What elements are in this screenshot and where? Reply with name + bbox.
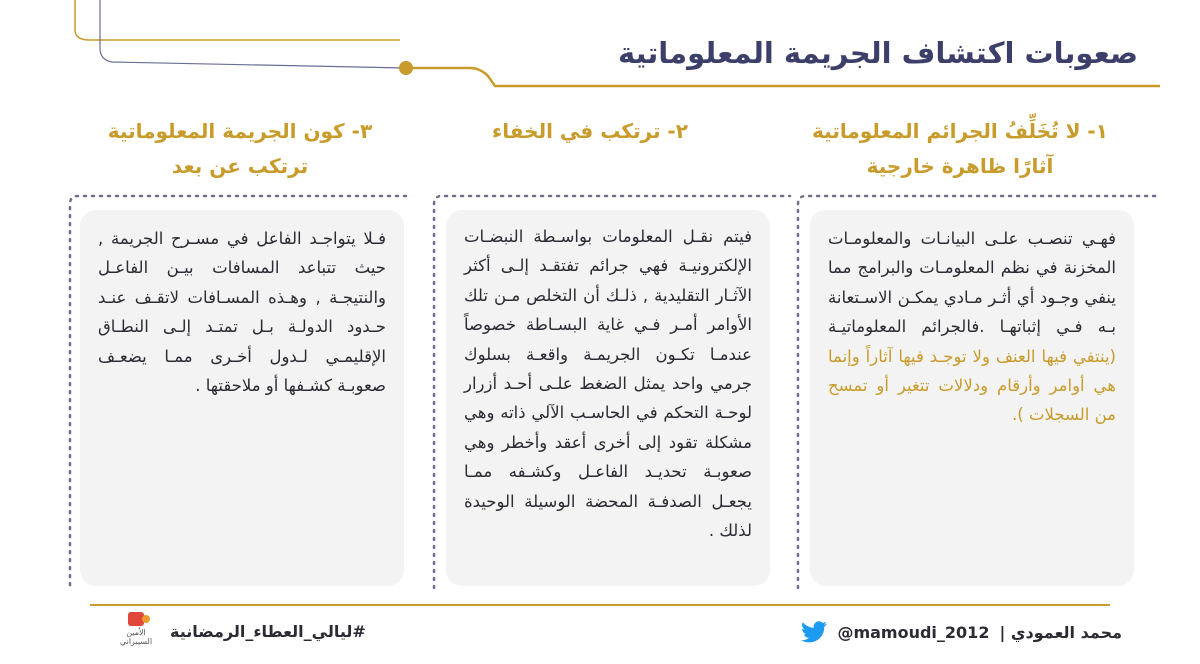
twitter-handle[interactable]: @mamoudi_2012 bbox=[837, 622, 990, 642]
hashtag: #ليالي_العطاء_الرمضانية bbox=[170, 622, 366, 641]
card-1 bbox=[810, 210, 1134, 586]
twitter-icon[interactable] bbox=[801, 621, 827, 643]
heading-line: ترتكب عن بعد bbox=[171, 154, 309, 178]
swoosh-gold bbox=[75, 0, 400, 40]
logo-icon bbox=[128, 612, 144, 626]
swoosh-navy bbox=[100, 0, 405, 68]
card-text bbox=[828, 224, 1116, 430]
footer-divider bbox=[90, 604, 1110, 606]
heading-line: ٢- ترتكب في الخفاء bbox=[492, 119, 688, 143]
column-heading-3 bbox=[80, 114, 400, 184]
card-text: فيتم نقـل المعلومات بواسـطة النبضـات الإلكترونيـة فهي جرائم تفتقـد إلـى أكثر الآثـار التقليدية , ذلـك أن التخلص مـن تلك الأوامر أمـر فـي غاية البسـاطة خصوصاً عندمـا تكـون الجريمـة واقعـة بسلوك جرمي واحد يمثل الضغط علـى أحـد أزرار لوحـة التحكم في الحاسـب الآلي ذاته وهي مشكلة تقود إلى أخرى أعقد وأخطر وهي صعوبـة تحديـد الفاعـل وكشـفه ممـا يجعـل الصدفـة المحضة الوسيلة الوحيدة لذلك . bbox=[464, 227, 752, 541]
card-3 bbox=[80, 210, 404, 586]
page-title: صعوبات اكتشاف الجريمة المعلوماتية bbox=[617, 36, 1138, 70]
author-name: محمد العمودي | bbox=[999, 622, 1122, 642]
card-body: فهـي تنصـب علـى البيانـات والمعلومـات المخزنة في نظم المعلومـات والبرامج مما ينفي وجـود أي أثـر مـادي يمكـن الاسـتعانة بـه فـي إثباتهـا .فالجرائم المعلوماتيـة bbox=[828, 229, 1116, 337]
heading-line: ٣- كون الجريمة المعلوماتية bbox=[107, 119, 373, 143]
logo-text: الأمين السيبراني bbox=[119, 628, 153, 646]
footer-author bbox=[801, 621, 1122, 643]
underline-dot bbox=[399, 61, 413, 75]
heading-line: آثارًا ظاهرة خارجية bbox=[866, 154, 1054, 178]
column-heading-1 bbox=[780, 114, 1140, 184]
heading-line: ١- لا تُخَلِّفُ الجرائم المعلوماتية bbox=[812, 119, 1108, 143]
card-text: فـلا يتواجـد الفاعل في مسـرح الجريمة , حيث تتباعد المسافات بيـن الفاعـل والنتيجـة , وهـذه المسـافات لاتقـف عنـد حـدود الدولـة بـل تمتـد إلـى النطـاق الإقليمـي لـدول أخـرى ممـا يضعـف صعوبـة كشـفها أو ملاحقتها . bbox=[98, 229, 386, 396]
title-underline bbox=[405, 68, 1160, 86]
brand-logo bbox=[116, 612, 156, 656]
column-heading-2 bbox=[450, 114, 730, 149]
card-2 bbox=[446, 210, 770, 586]
card-highlight: (ينتفي فيها العنف ولا توجـد فيها آثاراً وإنما هي أوامر وأرقام ودلالات تتغير أو تمسح من السجلات ). bbox=[828, 346, 1116, 425]
